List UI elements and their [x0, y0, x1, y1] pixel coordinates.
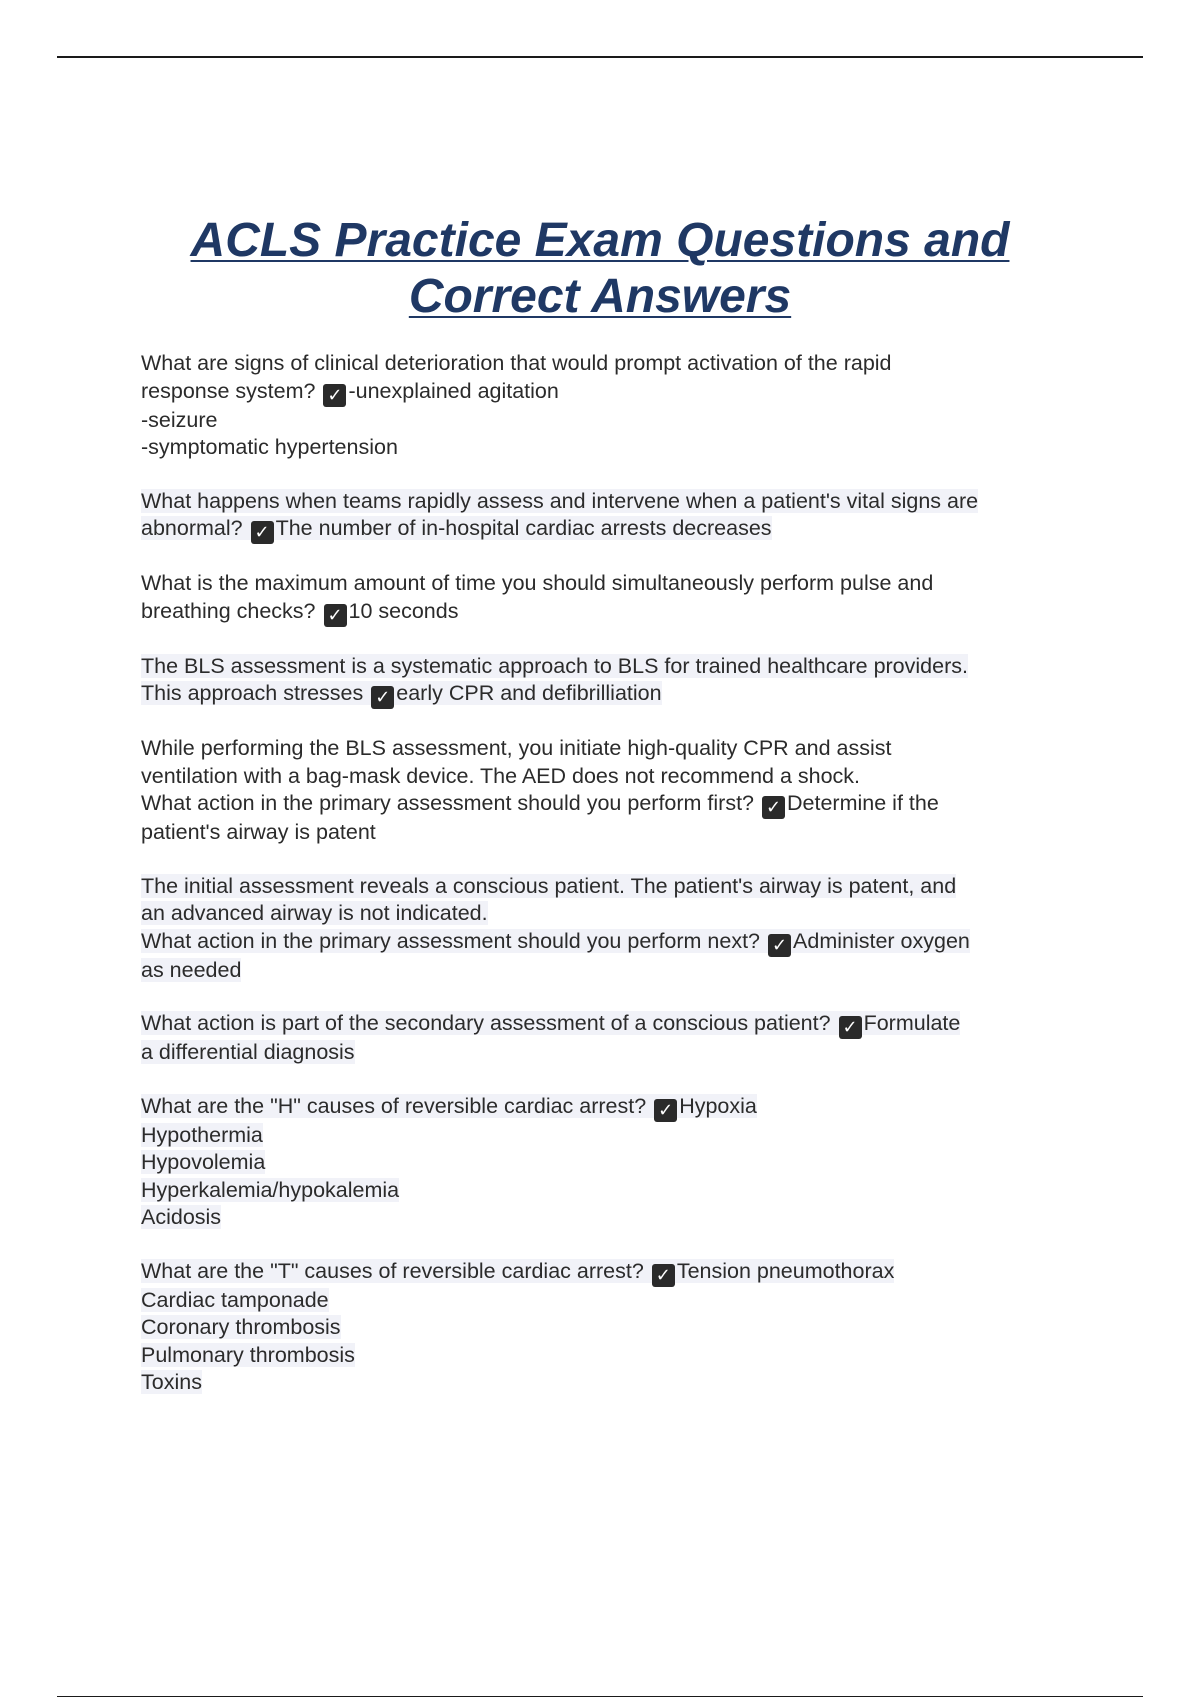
answer-line: Pulmonary thrombosis — [141, 1342, 355, 1367]
checkmark-icon: ✓ — [654, 1099, 677, 1122]
checkmark-icon: ✓ — [768, 934, 791, 957]
qa-list — [141, 350, 1071, 1423]
answer-line: patient's airway is patent — [141, 820, 376, 844]
answer-text: 10 seconds — [348, 598, 459, 623]
header-rule — [57, 56, 1143, 58]
qa-item-2 — [141, 488, 1071, 545]
question-line: While performing the BLS assessment, you initiate high-quality CPR and assist — [141, 736, 892, 760]
question-line: What action in the primary assessment should you perform next? — [141, 928, 761, 953]
question-line: What are the "T" causes of reversible cardiac arrest? — [141, 1258, 644, 1283]
checkmark-icon: ✓ — [251, 521, 274, 544]
answer-line: Hypothermia — [141, 1122, 263, 1147]
answer-text: Determine if the — [787, 791, 939, 815]
question-line: What are signs of clinical deterioration that would prompt activation of the rapid — [141, 351, 892, 375]
answer-line: -seizure — [141, 407, 218, 432]
question-line: What action is part of the secondary assessment of a conscious patient? — [141, 1011, 831, 1035]
checkmark-icon: ✓ — [323, 384, 346, 407]
title-line-1: ACLS Practice Exam Questions and — [190, 214, 1010, 267]
question-line: What happens when teams rapidly assess and intervene when a patient's vital signs are — [141, 488, 979, 513]
question-line: abnormal? — [141, 516, 243, 540]
question-line: What is the maximum amount of time you should simultaneously perform pulse and — [141, 571, 934, 595]
checkmark-icon: ✓ — [839, 1016, 862, 1039]
answer-line: as needed — [141, 957, 242, 982]
answer-text: Administer oxygen — [793, 928, 970, 953]
answer-line: -symptomatic hypertension — [141, 435, 398, 459]
qa-item-8 — [141, 1093, 1071, 1232]
checkmark-icon: ✓ — [762, 796, 785, 819]
question-line: an advanced airway is not indicated. — [141, 901, 488, 925]
qa-item-7 — [141, 1010, 1071, 1067]
qa-item-1 — [141, 350, 1071, 462]
qa-item-9 — [141, 1258, 1071, 1397]
checkmark-icon: ✓ — [652, 1264, 675, 1287]
answer-text: early CPR and defibrilliation — [396, 681, 662, 705]
question-line: response system? — [141, 378, 316, 403]
answer-line: Acidosis — [141, 1205, 222, 1229]
checkmark-icon: ✓ — [324, 604, 347, 627]
qa-item-3 — [141, 570, 1071, 627]
page-title — [0, 213, 1200, 325]
answer-text: Hypoxia — [679, 1093, 757, 1118]
title-line-2: Correct Answers — [408, 270, 792, 323]
answer-text: -unexplained agitation — [348, 378, 559, 403]
checkmark-icon: ✓ — [371, 686, 394, 709]
question-line: What action in the primary assessment should you perform first? — [141, 791, 755, 815]
question-line: The initial assessment reveals a conscious patient. The patient's airway is patent, and — [141, 873, 957, 898]
answer-text: Tension pneumothorax — [676, 1258, 895, 1283]
qa-item-6 — [141, 873, 1071, 985]
answer-text: The number of in-hospital cardiac arrests decreases — [275, 516, 772, 540]
answer-line: Toxins — [141, 1370, 202, 1394]
footer-rule — [57, 1696, 1143, 1697]
question-line: What are the "H" causes of reversible cardiac arrest? — [141, 1093, 647, 1118]
answer-line: Coronary thrombosis — [141, 1315, 341, 1339]
answer-line: Hyperkalemia/hypokalemia — [141, 1177, 400, 1202]
answer-line: Hypovolemia — [141, 1150, 266, 1174]
answer-line: Cardiac tamponade — [141, 1287, 329, 1312]
question-line: This approach stresses — [141, 681, 364, 705]
question-line: breathing checks? — [141, 598, 316, 623]
qa-item-5 — [141, 735, 1071, 847]
answer-line: a differential diagnosis — [141, 1040, 355, 1064]
question-line: The BLS assessment is a systematic approach to BLS for trained healthcare providers. — [141, 653, 968, 678]
qa-item-4 — [141, 653, 1071, 710]
answer-text: Formulate — [863, 1011, 961, 1035]
question-line: ventilation with a bag-mask device. The AED does not recommend a shock. — [141, 763, 861, 788]
